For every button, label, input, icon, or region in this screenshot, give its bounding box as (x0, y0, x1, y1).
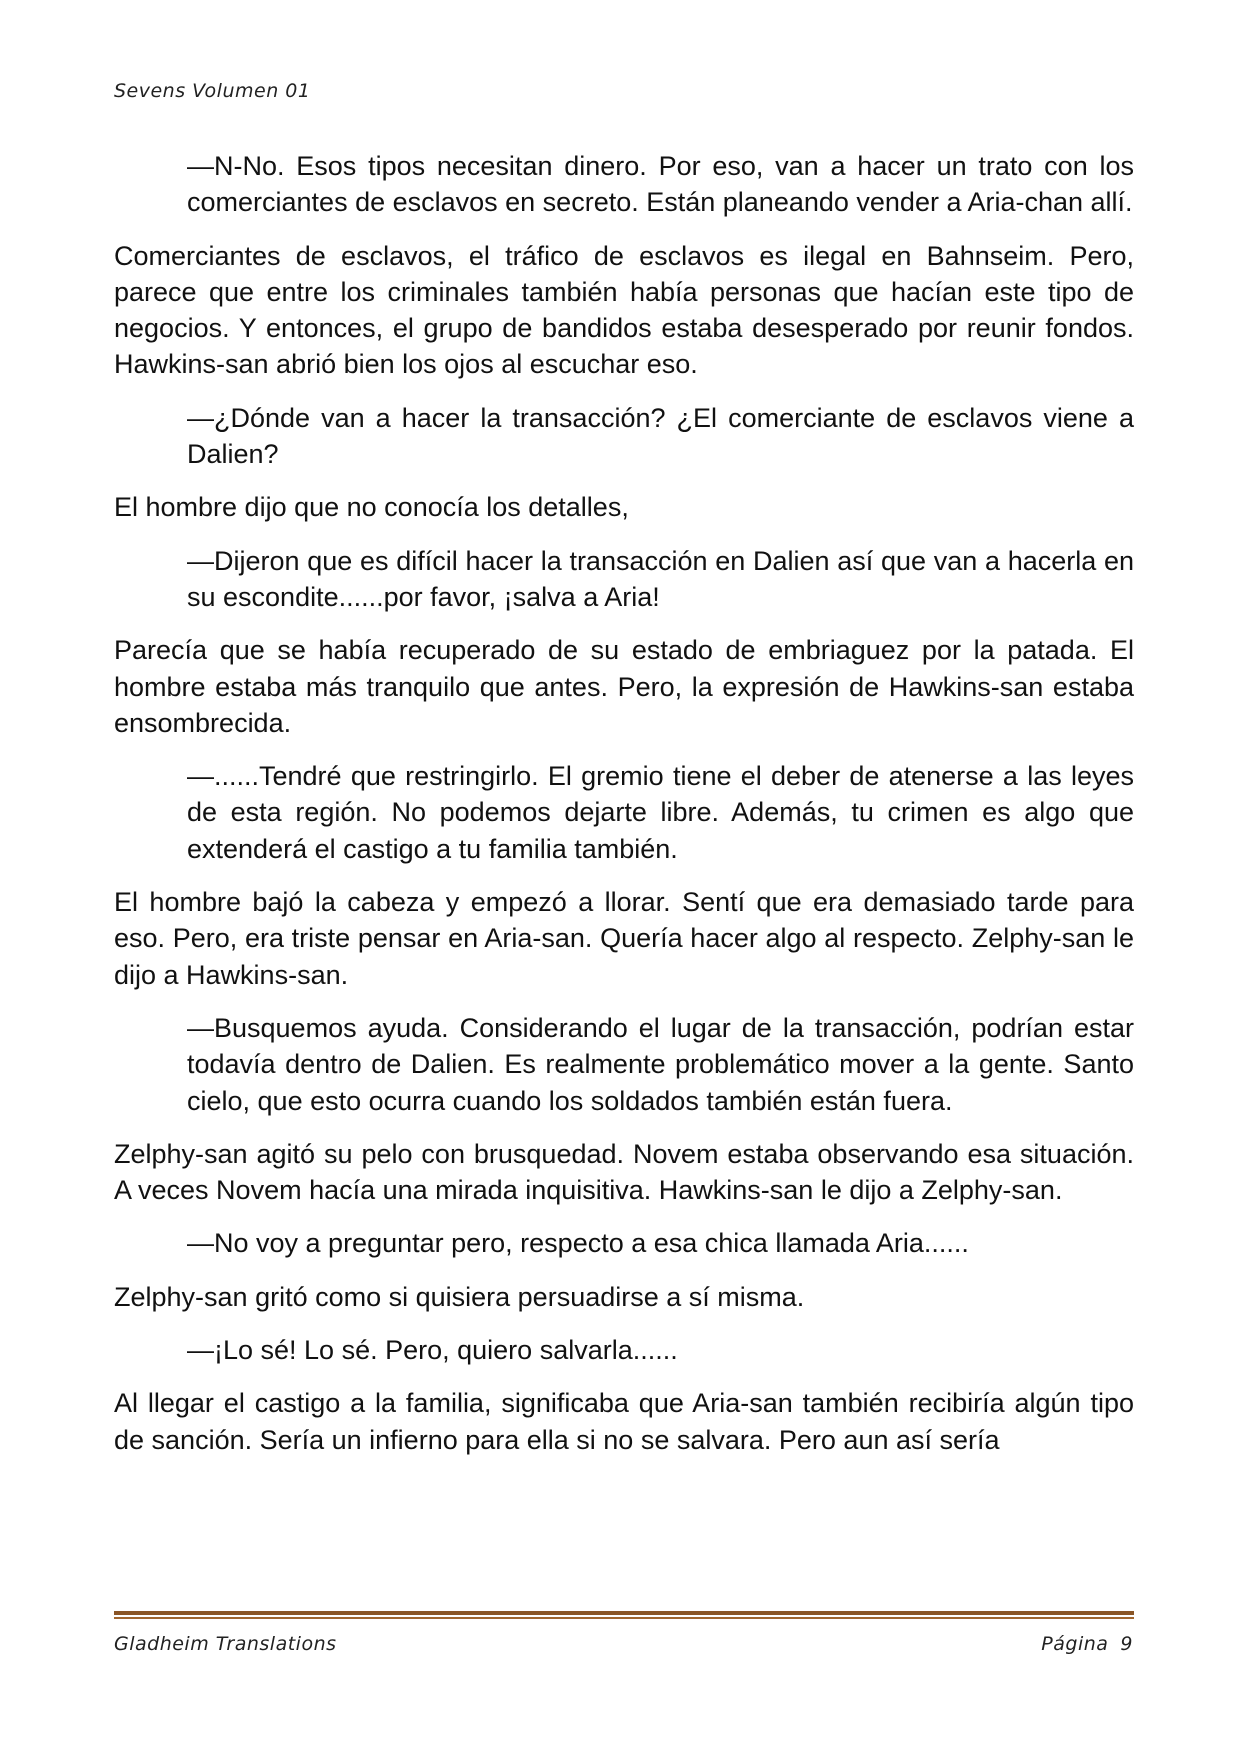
narration-paragraph: El hombre dijo que no conocía los detalles, (114, 492, 629, 523)
dialog-paragraph: —¡Lo sé! Lo sé. Pero, quiero salvarla...... (187, 1335, 678, 1366)
narration-paragraph: Parecía que se había recuperado de su estado de embriaguez por la patada. El hombre estaba más tranquilo que antes. Pero, la expresión de Hawkins-san estaba ensombrecida. (114, 635, 1134, 738)
footer-credit: Gladheim Translations (114, 1633, 337, 1655)
footer-rule-thin (114, 1617, 1134, 1619)
dialog-paragraph: —Busquemos ayuda. Considerando el lugar de la transacción, podrían estar todavía dentro de Dalien. Es realmente problemático mover a la gente. Santo cielo, que esto ocurra cuando los soldados también están fuera. (187, 1012, 1134, 1116)
page-number (1041, 1633, 1133, 1655)
narration-paragraph: Al llegar el castigo a la familia, significaba que Aria-san también recibiría algún tipo de sanción. Sería un infierno para ella si no se salvara. Pero aun así sería (114, 1388, 1134, 1455)
page-body (114, 148, 1134, 1475)
dialog-paragraph: —Dijeron que es difícil hacer la transacción en Dalien así que van a hacerla en su escondite......por favor, ¡salva a Aria! (187, 545, 1134, 612)
dialog-paragraph: —N-No. Esos tipos necesitan dinero. Por eso, van a hacer un trato con los comerciantes de esclavos en secreto. Están planeando vender a Aria-chan allí. (187, 151, 1134, 218)
narration-paragraph: Zelphy-san gritó como si quisiera persuadirse a sí misma. (114, 1281, 805, 1312)
dialog-paragraph: —......Tendré que restringirlo. El gremio tiene el deber de atenerse a las leyes de esta región. No podemos dejarte libre. Además, tu crimen es algo que extenderá el castigo a tu familia también. (187, 761, 1134, 864)
footer-rule (114, 1611, 1134, 1621)
narration-paragraph: Comerciantes de esclavos, el tráfico de esclavos es ilegal en Bahnseim. Pero, parece que entre los criminales también había personas que hacían este tipo de negocios. Y entonces, el grupo de bandidos estaba desesperado por reunir fondos. Hawkins-san abrió bien los ojos al escuchar eso. (114, 240, 1134, 380)
page-label: Página (1041, 1633, 1109, 1655)
dialog-paragraph: —No voy a preguntar pero, respecto a esa chica llamada Aria...... (187, 1228, 969, 1259)
narration-paragraph: Zelphy-san agitó su pelo con brusquedad. Novem estaba observando esa situación. A veces Novem hacía una mirada inquisitiva. Hawkins-san le dijo a Zelphy-san. (114, 1138, 1134, 1206)
page-number-value: 9 (1120, 1633, 1133, 1655)
narration-paragraph: El hombre bajó la cabeza y empezó a llorar. Sentí que era demasiado tarde para eso. Pero, era triste pensar en Aria-san. Quería hacer algo al respecto. Zelphy-san le dijo a Hawkins-san. (114, 887, 1134, 990)
running-header: Sevens Volumen 01 (114, 80, 311, 102)
dialog-paragraph: —¿Dónde van a hacer la transacción? ¿El comerciante de esclavos viene a Dalien? (187, 402, 1134, 470)
